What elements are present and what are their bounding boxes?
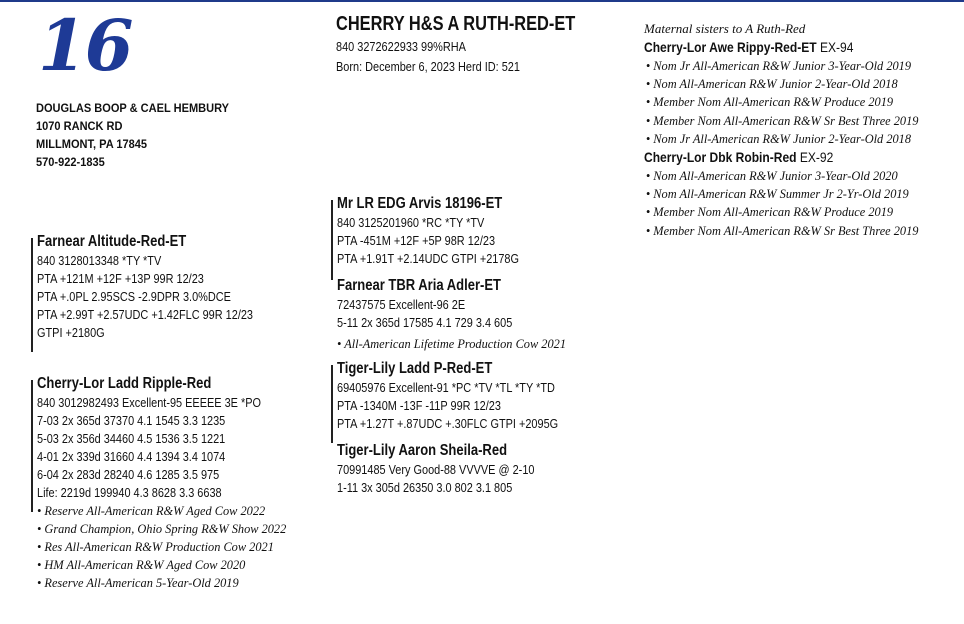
sire-of-sire-line: 840 3125201960 *RC *TY *TV [337, 215, 485, 230]
dam-of-dam-name: Tiger-Lily Aaron Sheila-Red [337, 442, 508, 459]
sire-of-dam-block [331, 359, 631, 433]
sister-honor: • Nom All-American R&W Summer Jr 2-Yr-Old 2019 [645, 186, 909, 202]
sister-honor: • Nom All-American R&W Junior 3-Year-Old 2020 [645, 168, 898, 184]
lot-number: 16 [38, 4, 132, 87]
sire-of-sire-line: PTA +1.91T +2.14UDC GTPI +2178G [337, 251, 520, 266]
dam-honor: • HM All-American R&W Aged Cow 2020 [37, 557, 246, 572]
sire-of-sire-block [331, 194, 631, 268]
dam-line: 4-01 2x 339d 31660 4.4 1394 3.4 1074 [37, 449, 226, 464]
sister-name [644, 38, 917, 57]
sister-score: EX-94 [819, 39, 854, 55]
sire-line: PTA +121M +12F +13P 99R 12/23 [37, 271, 204, 286]
dam-line: Life: 2219d 199940 4.3 8628 3.3 6638 [37, 485, 222, 500]
dam-of-sire-line: 72437575 Excellent-96 2E [337, 297, 466, 312]
dam-of-sire-name: Farnear TBR Aria Adler-ET [337, 277, 501, 294]
consignor-street: 1070 RANCK RD [36, 119, 123, 133]
dam-honor: • Grand Champion, Ohio Spring R&W Show 2022 [37, 521, 287, 536]
sire-of-sire-line: PTA -451M +12F +5P 98R 12/23 [337, 233, 496, 248]
dam-of-dam-line: 1-11 3x 305d 26350 3.0 802 3.1 805 [337, 480, 513, 495]
consignor-names: DOUGLAS BOOP & CAEL HEMBURY [36, 101, 230, 115]
dam-line: 6-04 2x 283d 28240 4.6 1285 3.5 975 [37, 467, 220, 482]
sire-of-sire-name: Mr LR EDG Arvis 18196-ET [337, 195, 503, 212]
sire-of-dam-line: 69405976 Excellent-91 *PC *TV *TL *TY *TD [337, 380, 555, 395]
animal-name: CHERRY H&S A RUTH-RED-ET [336, 13, 576, 35]
animal-registration: 840 3272622933 99%RHA [336, 39, 466, 54]
dam-honor: • Reserve All-American 5-Year-Old 2019 [37, 575, 239, 590]
dam-honor: • Reserve All-American R&W Aged Cow 2022 [37, 503, 266, 518]
dam-of-sire-line: 5-11 2x 365d 17585 4.1 729 3.4 605 [337, 315, 513, 330]
dam-of-dam-line: 70991485 Very Good-88 VVVVE @ 2-10 [337, 462, 535, 477]
sister-honor: • Nom Jr All-American R&W Junior 2-Year-Old 2018 [645, 130, 912, 146]
sire-of-dam-bracket [331, 365, 333, 443]
dam-block [31, 374, 331, 592]
sister-name-text: Cherry-Lor Dbk Robin-Red [644, 149, 797, 166]
sister-honor: • Member Nom All-American R&W Sr Best Three 2019 [645, 222, 919, 238]
sister-name [644, 148, 917, 167]
consignor-phone: 570-922-1835 [36, 155, 105, 169]
sister-honor: • Member Nom All-American R&W Produce 2019 [645, 94, 894, 110]
dam-of-sire-honor: • All-American Lifetime Production Cow 2021 [337, 336, 567, 351]
maternal-heading: Maternal sisters to A Ruth-Red [644, 21, 806, 36]
sire-name: Farnear Altitude-Red-ET [37, 233, 187, 250]
sister-name-text: Cherry-Lor Awe Rippy-Red-ET [644, 39, 817, 55]
dam-line: 840 3012982493 Excellent-95 EEEEE 3E *PO [37, 395, 262, 410]
sire-of-dam-name: Tiger-Lily Ladd P-Red-ET [337, 360, 493, 377]
sister-honor: • Nom All-American R&W Junior 2-Year-Old 2018 [645, 76, 898, 92]
sire-line: PTA +2.99T +2.57UDC +1.42FLC 99R 12/23 [37, 307, 254, 322]
dam-of-sire-block [331, 276, 631, 353]
dam-bracket [31, 380, 33, 512]
dam-name: Cherry-Lor Ladd Ripple-Red [37, 375, 212, 392]
animal-born: Born: December 6, 2023 Herd ID: 521 [336, 59, 520, 74]
sister-honor: • Member Nom All-American R&W Sr Best Three 2019 [645, 112, 919, 128]
sire-line: PTA +.0PL 2.95SCS -2.9DPR 3.0%DCE [37, 289, 231, 304]
sister-honor: • Nom Jr All-American R&W Junior 3-Year-Old 2019 [645, 58, 912, 73]
consignor-city: MILLMONT, PA 17845 [36, 137, 148, 151]
maternal-sisters-block [644, 20, 962, 240]
dam-line: 7-03 2x 365d 37370 4.1 1545 3.3 1235 [37, 413, 226, 428]
dam-honor: • Res All-American R&W Production Cow 2021 [37, 539, 274, 554]
dam-of-dam-block [331, 441, 631, 497]
sire-bracket [31, 238, 33, 352]
sire-of-dam-line: PTA +1.27T +.87UDC +.30FLC GTPI +2095G [337, 416, 559, 431]
consignor-block [36, 99, 296, 171]
sire-line: 840 3128013348 *TY *TV [37, 253, 162, 268]
dam-line: 5-03 2x 356d 34460 4.5 1536 3.5 1221 [37, 431, 226, 446]
sister-score: EX-92 [799, 149, 834, 166]
top-rule [0, 0, 964, 2]
sister-honor: • Member Nom All-American R&W Produce 2019 [645, 204, 894, 220]
sire-line: GTPI +2180G [37, 325, 105, 340]
sire-of-dam-line: PTA -1340M -13F -11P 99R 12/23 [337, 398, 501, 413]
sire-block [31, 232, 321, 342]
sire-of-sire-bracket [331, 200, 333, 280]
